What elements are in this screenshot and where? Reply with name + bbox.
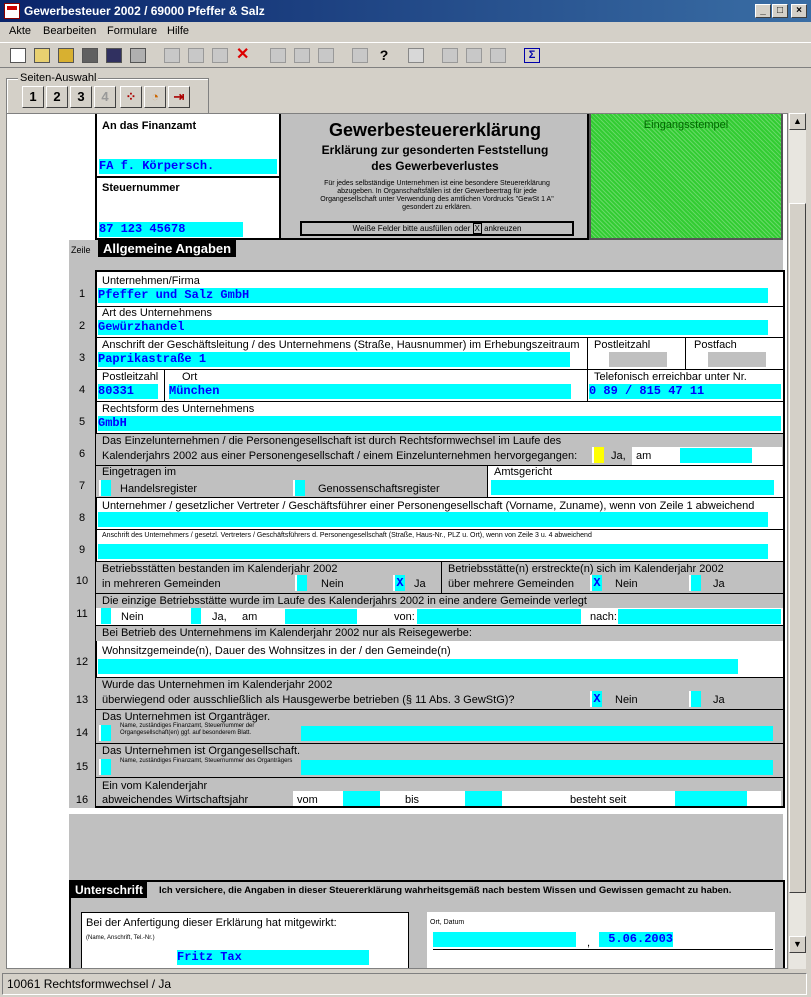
datum-field[interactable]: 5.06.2003 [599,932,673,947]
genossenschaftsregister-label: Genossenschaftsregister [318,483,440,495]
line-number-12: 12 [75,656,89,668]
page-selection-label: Seiten-Auswahl [20,72,97,84]
betriebsstaetten-label-1: Betriebsstätten bestanden im Kalenderjahr 2002 [102,563,338,575]
organtraeger-label: Das Unternehmen ist Organträger. [102,711,271,723]
stamp-icon[interactable] [267,45,289,66]
form-title: Gewerbesteuererklärung [328,120,542,140]
new-file-icon[interactable] [7,45,29,66]
page-4-button[interactable]: 4 [94,86,116,108]
anschrift-field[interactable]: Paprikastraße 1 [98,352,570,367]
verlegt-datum-field[interactable] [285,609,357,624]
vertreter-label: Unternehmer / gesetzlicher Vertreter / Geschäftsführer einer Personengesellschaft (Vorname, Zuname), wenn von Zeile 1 abweichend [102,500,755,512]
form-subtitle-1: Erklärung zur gesonderten Feststellung [321,143,549,157]
save-icon[interactable] [103,45,125,66]
wirtschaftsjahr-label-2: abweichendes Wirtschaftsjahr [102,794,249,806]
page-2-button[interactable]: 2 [46,86,68,108]
row-divider [95,369,783,370]
verlegt-nein-checkbox[interactable] [99,608,111,624]
clock-icon[interactable]: ◔ [144,86,166,108]
form-note: Für jedes selbständige Unternehmen ist eine besondere Steuererklärung abzugeben. In Organschaftsfällen ist der Gewerbeertrag für jede Organgesellschaft unter Verwendung des amtlichen Vordrucks "GewSt 1 A" gesondert zu erklären. [320,180,554,211]
line-number-6: 6 [78,448,86,460]
line-number-1: 1 [78,288,86,300]
menu-bearbeiten[interactable]: Bearbeiten [43,25,97,37]
row-divider [95,529,783,530]
form-subtitle-2: des Gewerbeverlustes [371,159,499,173]
window-title: Gewerbesteuer 2002 / 69000 Pfeffer & Salz [24,4,265,18]
line-number-3: 3 [78,352,86,364]
verlegt-ja-checkbox[interactable] [189,608,201,624]
book-icon[interactable] [291,45,313,66]
berater-field[interactable]: Fritz Tax [177,950,369,965]
erstreckte-ja-checkbox[interactable] [689,575,701,591]
amtsgericht-label: Amtsgericht [494,466,553,478]
vertreter-anschrift-label: Anschrift des Unternehmers / gesetzl. Vertreters / Geschäftsführers d. Personengesellschaft (Straße, Haus-Nr., PLZ u. Ort), wenn von Zeile 3 u. 4 abweichend [102,532,592,539]
hausgewerbe-ja-label: Ja [713,694,725,706]
fill-hint-a: Weiße Felder bitte ausfüllen oder [352,224,471,233]
organtraeger-checkbox[interactable] [99,725,111,741]
betriebsstaetten-ja-checkbox[interactable]: X [393,575,405,591]
wirtschaftsjahr-bis-label: bis [405,794,420,806]
verlegt-am-label: am [242,611,258,623]
erstreckte-label-2: über mehrere Gemeinden [448,578,574,590]
line-number-4: 4 [78,384,86,396]
rechtsformwechsel-label-1: Das Einzelunternehmen / die Personengesellschaft ist durch Rechtsformwechsel im Laufe des [102,435,562,447]
paste-icon[interactable] [185,45,207,66]
status-bar [0,971,811,997]
organtraeger-note: Name, zuständiges Finanzamt, Steuernummer der Organgesellschaft(en) ggf. auf besonderem Blatt. [120,723,255,736]
plz-label-3: Postleitzahl [594,339,651,351]
ort-datum-comma: , [587,937,591,949]
delete-icon[interactable]: ✕ [236,46,250,63]
eingangsstempel-label: Eingangsstempel [643,119,729,131]
organgesellschaft-checkbox[interactable] [99,759,111,775]
mitgewirkt-label: Bei der Anfertigung dieser Erklärung hat mitgewirkt: [86,917,337,929]
wirtschaftsjahr-vom-label: vom [297,794,318,806]
signature-title: Unterschrift [71,882,147,898]
line-number-13: 13 [75,694,89,706]
verlegt-von-label: von: [394,611,415,623]
col-divider [441,562,442,594]
vertreter-field[interactable] [98,512,768,527]
form-icon[interactable] [209,45,231,66]
verlegt-label: Die einzige Betriebsstätte wurde im Laufe des Kalenderjahrs 2002 in eine andere Gemeinde verlegt [102,595,587,607]
window-icon[interactable] [405,45,427,66]
telefon-field[interactable]: 0 89 / 815 47 11 [589,384,781,399]
art-label: Art des Unternehmens [102,307,213,319]
form-bottom-gray [69,814,783,880]
col-divider [587,337,588,369]
betriebsstaetten-label-2: in mehreren Gemeinden [102,578,221,590]
section-title: Allgemeine Angaben [98,240,236,257]
rechtsform-label: Rechtsform des Unternehmens [102,403,255,415]
exit-door-icon[interactable]: ⇥ [168,86,190,108]
hausgewerbe-label-2: überwiegend oder ausschließlich als Hausgewerbe betrieben (§ 11 Abs. 3 GewStG)? [102,694,515,706]
an-finanzamt-label: An das Finanzamt [102,120,197,132]
rechtsform-field[interactable]: GmbH [98,416,781,431]
vertical-scrollbar[interactable] [789,113,806,969]
line-number-11: 11 [76,608,88,620]
besteht-seit-field[interactable] [675,791,747,806]
finanzamt-divider [95,176,281,178]
anschrift-label: Anschrift der Geschäftsleitung / des Unternehmens (Straße, Hausnummer) im Erhebungszeitraum [102,339,580,351]
hausgewerbe-ja-checkbox[interactable] [689,691,701,707]
plz-label-4: Postleitzahl [102,371,159,383]
handelsregister-label: Handelsregister [120,483,198,495]
scroll-down-button[interactable]: ▼ [789,936,806,953]
hausgewerbe-label-1: Wurde das Unternehmen im Kalenderjahr 2002 [102,679,333,691]
erstreckte-nein-label: Nein [615,578,638,590]
maximize-button[interactable]: □ [772,4,788,18]
signature-line [433,949,773,950]
scroll-thumb[interactable] [789,203,806,893]
hausgewerbe-nein-checkbox[interactable]: X [590,691,602,707]
wirtschaftsjahr-bis-field[interactable] [465,791,502,806]
line-number-16: 16 [75,794,89,806]
copy-icon[interactable] [161,45,183,66]
organgesellschaft-label: Das Unternehmen ist Organgesellschaft. [102,745,301,757]
dice-icon[interactable]: ⁘ [120,86,142,108]
fill-hint-b: ankreuzen [484,224,522,233]
line-number-14: 14 [75,727,89,739]
row-divider [95,497,783,498]
organgesellschaft-note: Name, zuständiges Finanzamt, Steuernummer des Organträgers [120,758,293,764]
page-3-button[interactable]: 3 [70,86,92,108]
postfach-label: Postfach [694,339,737,351]
row-divider [95,401,783,402]
print-icon[interactable] [127,45,149,66]
toolbar [0,42,811,68]
minimize-button[interactable]: _ [755,4,771,18]
menu-akte[interactable]: Akte [9,25,32,37]
reisegewerbe-label: Bei Betrieb des Unternehmens im Kalenderjahr 2002 nur als Reisegewerbe: [102,627,472,639]
app-icon[interactable] [4,3,20,19]
handelsregister-checkbox[interactable] [99,480,111,496]
rechtsformwechsel-am-label: am [636,450,652,462]
row-divider [95,337,783,338]
help-arrow-icon[interactable] [349,45,371,66]
verlegt-nach-label: nach: [590,611,617,623]
scroll-up-button[interactable]: ▲ [789,113,806,130]
ort-datum-label: Ort, Datum [430,919,465,926]
form-viewport [6,113,788,969]
open-folder-icon[interactable] [31,45,53,66]
wohnsitz-label: Wohnsitzgemeinde(n), Dauer des Wohnsitzes in der / den Gemeinde(n) [102,645,451,657]
eingetragen-label: Eingetragen im [102,466,176,478]
copy-pages-icon[interactable] [487,45,509,66]
menu-hilfe[interactable]: Hilfe [167,25,190,37]
col-divider [587,369,588,401]
betriebsstaetten-nein-label: Nein [321,578,344,590]
binoculars-icon[interactable] [79,45,101,66]
plz-field-3[interactable] [609,352,667,367]
plz-field-4[interactable]: 80331 [98,384,158,399]
verlegt-nach-field[interactable] [618,609,781,624]
unternehmen-label: Unternehmen/Firma [102,275,200,287]
ort-label: Ort [182,371,198,383]
eingangsstempel-box [589,114,783,240]
telefon-label: Telefonisch erreichbar unter Nr. [594,371,747,383]
col-divider [685,337,686,369]
rechtsformwechsel-label-2: Kalenderjahrs 2002 aus einer Personengesellschaft / einem Einzelunternehmen hervorgegangen: [102,450,578,462]
line-number-8: 8 [78,512,86,524]
organgesellschaft-field[interactable] [301,760,773,775]
erstreckte-nein-checkbox[interactable]: X [590,575,602,591]
art-field[interactable]: Gewürzhandel [98,320,768,335]
wirtschaftsjahr-label-1: Ein vom Kalenderjahr [102,780,208,792]
tools-icon[interactable] [439,45,461,66]
verlegt-nein-label: Nein [121,611,144,623]
erstreckte-ja-label: Ja [713,578,725,590]
finanzamt-field[interactable]: FA f. Körpersch. [99,159,277,174]
ort-field[interactable] [433,932,576,947]
hausgewerbe-nein-label: Nein [615,694,638,706]
document-icon[interactable] [315,45,337,66]
verlegt-ja-label: Ja, [212,611,227,623]
key-icon[interactable] [463,45,485,66]
folder-icon[interactable] [55,45,77,66]
signature-declaration: Ich versichere, die Angaben in dieser Steuererklärung wahrheitsgemäß nach bestem Wissen und Gewissen gemacht zu haben. [159,885,732,896]
betriebsstaetten-nein-checkbox[interactable] [295,575,307,591]
steuernummer-field[interactable]: 87 123 45678 [99,222,243,237]
mitgewirkt-note: (Name, Anschrift, Tel.-Nr.) [86,935,155,941]
rechtsformwechsel-ja-label: Ja, [611,450,626,462]
line-number-10: 10 [75,575,89,587]
sum-icon[interactable]: Σ [521,45,543,66]
menu-bar [0,22,811,42]
postfach-field[interactable] [708,352,766,367]
fill-hint-box [300,221,574,236]
line-number-2: 2 [78,320,86,332]
help-icon[interactable]: ? [379,47,389,63]
title-bar [0,0,811,22]
vertreter-anschrift-field[interactable] [98,544,768,559]
line-number-7: 7 [78,480,86,492]
zeile-label: Zeile [71,245,91,255]
betriebsstaetten-ja-label: Ja [414,578,426,590]
organtraeger-field[interactable] [301,726,773,741]
rechtsformwechsel-ja-checkbox[interactable] [592,447,604,463]
steuernummer-label: Steuernummer [102,182,180,194]
rechtsformwechsel-datum-field[interactable] [680,448,752,463]
line-number-5: 5 [78,416,86,428]
erstreckte-label-1: Betriebsstätte(n) erstreckte(n) sich im Kalenderjahr 2002 [448,563,724,575]
menu-formulare[interactable]: Formulare [107,25,158,37]
wohnsitz-field[interactable] [98,659,738,674]
genossenschaftsregister-checkbox[interactable] [293,480,305,496]
ort-field[interactable]: München [169,384,571,399]
fill-hint-x: X [474,224,480,233]
unternehmen-field[interactable]: Pfeffer und Salz GmbH [98,288,768,303]
amtsgericht-field[interactable] [491,480,774,495]
col-divider [164,369,165,401]
col-divider [487,466,488,498]
page-1-button[interactable]: 1 [22,86,44,108]
status-text: 10061 Rechtsformwechsel / Ja [2,973,807,995]
wirtschaftsjahr-vom-field[interactable] [343,791,380,806]
line-number-9: 9 [78,544,86,556]
besteht-seit-label: besteht seit [570,794,627,806]
close-button[interactable]: × [791,4,807,18]
verlegt-von-field[interactable] [417,609,581,624]
line-number-15: 15 [75,761,89,773]
